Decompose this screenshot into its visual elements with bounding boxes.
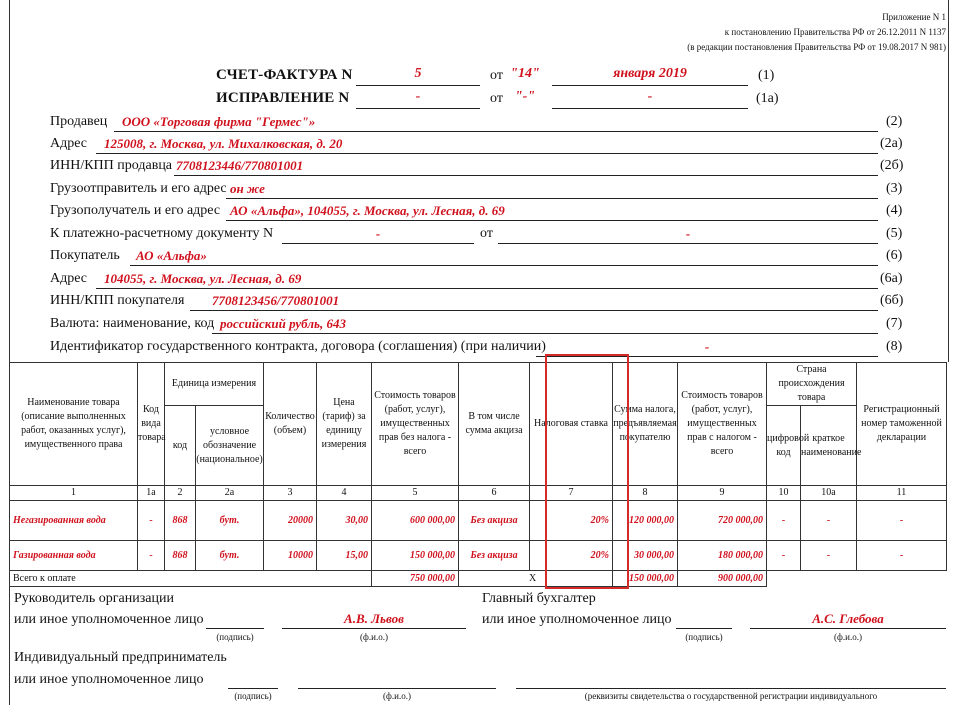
field-contract-label: Идентификатор государственного контракта, договора (соглашения) (при наличии) bbox=[50, 339, 546, 354]
field-buyer-inn-code: (6б) bbox=[880, 293, 904, 308]
col-number: 6 bbox=[459, 486, 530, 501]
cell-name: Негазированная вода bbox=[10, 501, 138, 541]
table-row bbox=[10, 541, 947, 571]
field-contract-code: (8) bbox=[886, 339, 903, 354]
cell-unit-code: 868 bbox=[165, 501, 196, 541]
field-buyer-address-value: 104055, г. Москва, ул. Лесная, д. 69 bbox=[104, 271, 302, 286]
total-cost-with-tax: 900 000,00 bbox=[678, 571, 767, 587]
cell-excise: Без акциза bbox=[459, 541, 530, 571]
accountant-sign-caption: (подпись) bbox=[685, 632, 723, 642]
cell-kind-code: - bbox=[138, 501, 165, 541]
field-buyer-inn-label: ИНН/КПП покупателя bbox=[50, 293, 185, 308]
th-excise: В том числе сумма акциза bbox=[459, 363, 530, 486]
entrepreneur-fio-caption: (ф.и.о.) bbox=[383, 691, 411, 701]
field-buyer-value: АО «Альфа» bbox=[136, 248, 207, 263]
field-seller-inn-label: ИНН/КПП продавца bbox=[50, 158, 173, 173]
field-currency-value: российский рубль, 643 bbox=[220, 316, 346, 331]
field-consignee-value: АО «Альфа», 104055, г. Москва, ул. Лесная, д. 69 bbox=[230, 203, 505, 218]
cell-rate: 20% bbox=[530, 541, 613, 571]
th-country-code: цифровой код bbox=[767, 406, 801, 486]
col-number: 1 bbox=[10, 486, 138, 501]
annex-label: Приложение N 1 bbox=[882, 12, 946, 22]
field-buyer-inn-value: 7708123456/770801001 bbox=[212, 293, 340, 308]
table-row bbox=[10, 501, 947, 541]
correction-title: ИСПРАВЛЕНИЕ N bbox=[216, 90, 350, 106]
field-buyer-label: Покупатель bbox=[50, 248, 120, 263]
th-unit: Единица измерения bbox=[165, 363, 264, 406]
field-payment-doc-label: К платежно-расчетному документу N bbox=[50, 226, 274, 241]
th-qty: Количество (объем) bbox=[264, 363, 317, 486]
col-number: 10а bbox=[801, 486, 857, 501]
th-unit-code: код bbox=[165, 406, 196, 486]
frame-right bbox=[948, 0, 949, 362]
th-tax: Сумма налога, предъявляемая покупателю bbox=[613, 363, 678, 486]
th-price: Цена (тариф) за единицу измерения bbox=[317, 363, 372, 486]
col-number: 10 bbox=[767, 486, 801, 501]
cell-qty: 10000 bbox=[264, 541, 317, 571]
cell-customs: - bbox=[857, 541, 947, 571]
field-payment-doc-from-label: от bbox=[480, 226, 493, 241]
requisites-caption: (реквизиты свидетельства о государственной регистрации индивидуального bbox=[584, 691, 878, 701]
col-number: 1а bbox=[138, 486, 165, 501]
cell-cost-with-tax: 720 000,00 bbox=[678, 501, 767, 541]
field-buyer-address-label: Адрес bbox=[50, 271, 88, 286]
cell-kind-code: - bbox=[138, 541, 165, 571]
field-currency-code: (7) bbox=[886, 316, 903, 331]
cell-cost-with-tax: 180 000,00 bbox=[678, 541, 767, 571]
th-rate: Налоговая ставка bbox=[530, 363, 613, 486]
correction-day: "-" bbox=[514, 89, 536, 104]
field-buyer-address-code: (6а) bbox=[880, 271, 903, 286]
th-name: Наименование товара (описание выполненных работ, оказанных услуг), имущественного права bbox=[10, 363, 138, 486]
correction-number: - bbox=[415, 89, 421, 104]
column-numbers-row bbox=[10, 486, 947, 501]
accountant-line1: Главный бухгалтер bbox=[482, 591, 596, 606]
total-tax: 150 000,00 bbox=[613, 571, 678, 587]
cell-qty: 20000 bbox=[264, 501, 317, 541]
th-unit-symbol: условное обозначение (национальное) bbox=[196, 406, 264, 486]
head-name: А.В. Львов bbox=[344, 611, 404, 626]
th-cost-with-tax: Стоимость товаров (работ, услуг), имущественных прав с налогом - всего bbox=[678, 363, 767, 486]
entrepreneur-line2: или иное уполномоченное лицо bbox=[14, 672, 204, 687]
field-shipper-value: он же bbox=[230, 181, 265, 196]
correction-date: - bbox=[647, 89, 653, 104]
field-shipper-label: Грузоотправитель и его адрес bbox=[50, 181, 227, 196]
accountant-name: А.С. Глебова bbox=[812, 611, 884, 626]
field-payment-doc-value: - bbox=[375, 226, 381, 241]
tax-rate-highlight-box bbox=[545, 354, 629, 589]
edition-label: (в редакции постановления Правительства РФ от 19.08.2017 N 981) bbox=[687, 42, 946, 52]
correction-code: (1а) bbox=[756, 91, 779, 106]
accountant-fio-caption: (ф.и.о.) bbox=[834, 632, 862, 642]
field-shipper-code: (3) bbox=[886, 181, 903, 196]
cell-name: Газированная вода bbox=[10, 541, 138, 571]
field-payment-doc-code: (5) bbox=[886, 226, 903, 241]
cell-price: 15,00 bbox=[317, 541, 372, 571]
field-consignee-label: Грузополучатель и его адрес bbox=[50, 203, 221, 218]
field-buyer-code: (6) bbox=[886, 248, 903, 263]
total-cost-no-tax: 750 000,00 bbox=[372, 571, 459, 587]
col-number: 8 bbox=[613, 486, 678, 501]
th-customs: Регистрационный номер таможенной декларации bbox=[857, 363, 947, 486]
entrepreneur-line1: Индивидуальный предприниматель bbox=[14, 650, 227, 665]
cell-country-code: - bbox=[767, 541, 801, 571]
field-seller-inn-code: (2б) bbox=[880, 158, 904, 173]
cell-cost-no-tax: 150 000,00 bbox=[372, 541, 459, 571]
head-line2: или иное уполномоченное лицо bbox=[14, 612, 204, 627]
field-seller-address-label: Адрес bbox=[50, 136, 88, 151]
cell-country-name: - bbox=[801, 541, 857, 571]
field-seller-address-code: (2а) bbox=[880, 136, 903, 151]
col-number: 5 bbox=[372, 486, 459, 501]
accountant-line2: или иное уполномоченное лицо bbox=[482, 612, 672, 627]
field-seller-address-value: 125008, г. Москва, ул. Михалковская, д. 20 bbox=[104, 136, 343, 151]
cell-cost-no-tax: 600 000,00 bbox=[372, 501, 459, 541]
invoice-from-label: от bbox=[490, 68, 503, 83]
total-excise-rate: X bbox=[459, 571, 613, 587]
invoice-number: 5 bbox=[414, 66, 422, 81]
col-number: 2 bbox=[165, 486, 196, 501]
cell-customs: - bbox=[857, 501, 947, 541]
total-row bbox=[10, 571, 947, 587]
field-seller-value: ООО «Торговая фирма "Гермес"» bbox=[122, 114, 316, 129]
invoice-month-year: января 2019 bbox=[613, 66, 687, 81]
col-number: 2а bbox=[196, 486, 264, 501]
correction-from-label: от bbox=[490, 91, 503, 106]
th-kind-code: Код вида товара bbox=[138, 363, 165, 486]
decree-label: к постановлению Правительства РФ от 26.12.2011 N 1137 bbox=[724, 27, 946, 37]
annex-header bbox=[560, 10, 946, 55]
invoice-title: СЧЕТ-ФАКТУРА N bbox=[216, 67, 353, 83]
th-country: Страна происхождения товара bbox=[767, 363, 857, 406]
th-cost-no-tax: Стоимость товаров (работ, услуг), имущественных прав без налога - всего bbox=[372, 363, 459, 486]
cell-country-code: - bbox=[767, 501, 801, 541]
cell-price: 30,00 bbox=[317, 501, 372, 541]
cell-rate: 20% bbox=[530, 501, 613, 541]
invoice-code: (1) bbox=[758, 68, 775, 83]
col-number: 9 bbox=[678, 486, 767, 501]
th-country-name: краткое наименование bbox=[801, 406, 857, 486]
col-number: 3 bbox=[264, 486, 317, 501]
entrepreneur-sign-caption: (подпись) bbox=[234, 691, 272, 701]
cell-unit-code: 868 bbox=[165, 541, 196, 571]
invoice-table bbox=[9, 362, 947, 587]
field-contract-value: - bbox=[704, 339, 710, 354]
cell-unit-symbol: бут. bbox=[196, 541, 264, 571]
cell-tax: 30 000,00 bbox=[613, 541, 678, 571]
cell-unit-symbol: бут. bbox=[196, 501, 264, 541]
head-sign-caption: (подпись) bbox=[216, 632, 254, 642]
cell-excise: Без акциза bbox=[459, 501, 530, 541]
field-seller-label: Продавец bbox=[50, 114, 108, 129]
field-seller-code: (2) bbox=[886, 114, 903, 129]
cell-tax: 120 000,00 bbox=[613, 501, 678, 541]
invoice-day: "14" bbox=[510, 66, 540, 81]
frame-left bbox=[9, 0, 10, 705]
total-label: Всего к оплате bbox=[10, 571, 372, 587]
field-consignee-code: (4) bbox=[886, 203, 903, 218]
col-number: 11 bbox=[857, 486, 947, 501]
head-line1: Руководитель организации bbox=[14, 591, 174, 606]
field-currency-label: Валюта: наименование, код bbox=[50, 316, 215, 331]
field-payment-doc-from-value: - bbox=[685, 226, 691, 241]
cell-country-name: - bbox=[801, 501, 857, 541]
col-number: 7 bbox=[530, 486, 613, 501]
field-seller-inn-value: 7708123446/770801001 bbox=[176, 158, 304, 173]
col-number: 4 bbox=[317, 486, 372, 501]
head-fio-caption: (ф.и.о.) bbox=[360, 632, 388, 642]
